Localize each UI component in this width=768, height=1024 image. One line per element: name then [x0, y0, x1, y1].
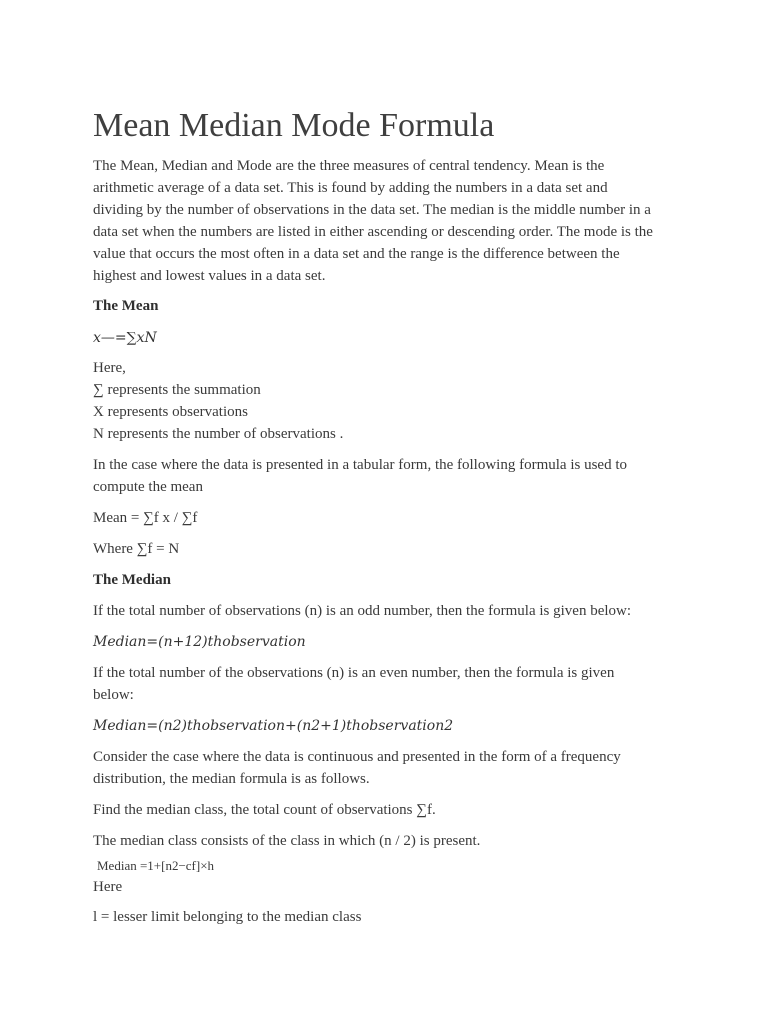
- here-label: Here,: [93, 360, 126, 376]
- tabular-text-line: In the case where the data is presented in a tabular form, the following formula is used to: [93, 457, 627, 473]
- continuous-text-line: distribution, the median formula is as follows.: [93, 771, 370, 787]
- odd-median-text: If the total number of observations (n) is an odd number, then the formula is given below:: [93, 603, 632, 619]
- mean-heading: The Mean: [93, 298, 159, 314]
- even-median-text-line: below:: [93, 687, 134, 703]
- even-median-text-line: If the total number of the observations (n) is an even number, then the formula is given: [93, 665, 615, 681]
- intro-line: value that occurs the most often in a data set and the range is the difference between the: [93, 246, 620, 262]
- odd-median-formula: Median=(n+12)thobservation: [93, 634, 306, 650]
- find-median-class: Find the median class, the total count of observations ∑f.: [93, 802, 436, 818]
- n-definition: N represents the number of observations .: [93, 426, 344, 442]
- intro-line: dividing by the number of observations in the data set. The median is the middle number in a: [93, 202, 651, 218]
- continuous-text-line: Consider the case where the data is continuous and presented in the form of a frequency: [93, 749, 621, 765]
- l-definition: l = lesser limit belonging to the median class: [93, 909, 362, 925]
- summation-definition: ∑ represents the summation: [93, 382, 261, 398]
- intro-line: arithmetic average of a data set. This is found by adding the numbers in a data set and: [93, 180, 608, 196]
- tabular-text-line: compute the mean: [93, 479, 203, 495]
- even-median-formula: Median=(n2)thobservation+(n2+1)thobservation2: [93, 718, 454, 734]
- intro-line: data set when the numbers are listed in either ascending or descending order. The mode is the: [93, 224, 653, 240]
- here-label-2: Here: [93, 879, 123, 895]
- where-formula: Where ∑f = N: [93, 541, 180, 557]
- grouped-median-formula: Median =1+[n2−cf]×h: [97, 858, 215, 873]
- median-class-definition: The median class consists of the class in which (n / 2) is present.: [93, 833, 481, 849]
- tabular-mean-formula: Mean = ∑f x / ∑f: [93, 510, 198, 526]
- mean-formula: x—=∑xN: [93, 330, 157, 346]
- intro-line: highest and lowest values in a data set.: [93, 268, 326, 284]
- intro-line: The Mean, Median and Mode are the three measures of central tendency. Mean is the: [93, 158, 605, 174]
- median-heading: The Median: [93, 572, 171, 588]
- page-title: Mean Median Mode Formula: [93, 107, 495, 144]
- observations-definition: X represents observations: [93, 404, 248, 420]
